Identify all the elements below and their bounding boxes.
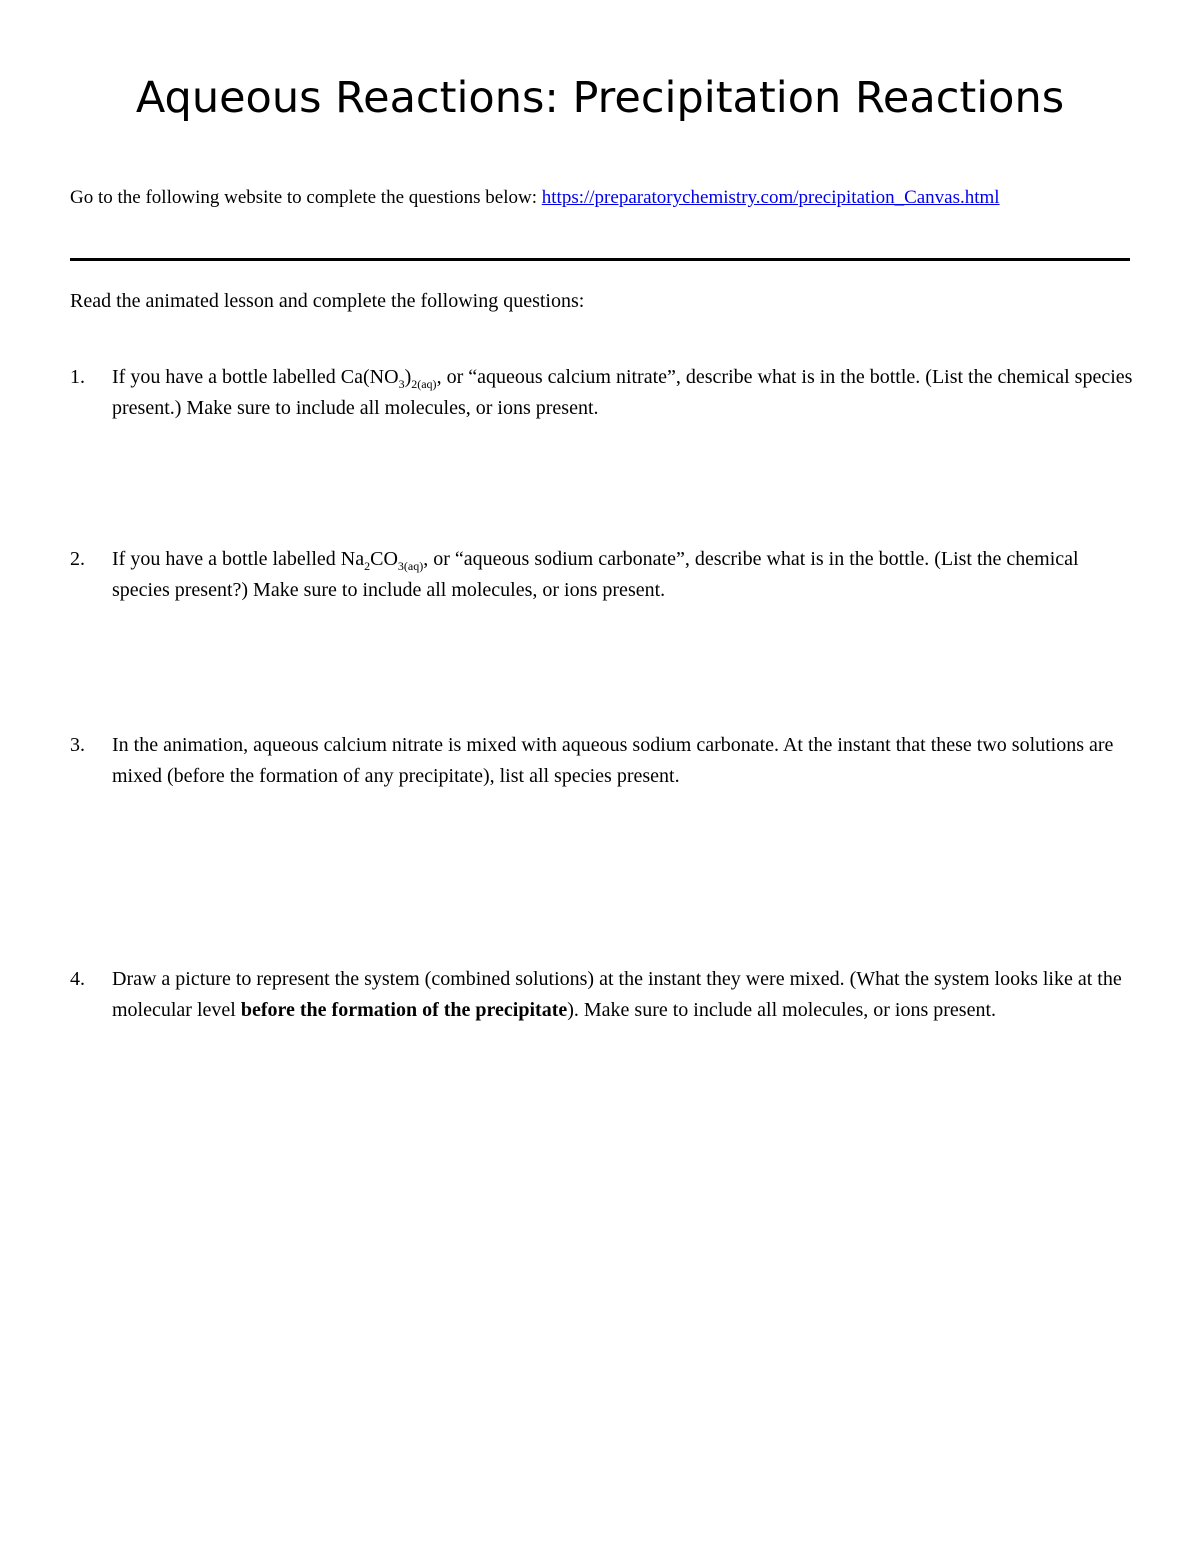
subscript: 2 <box>364 559 371 573</box>
horizontal-divider <box>70 258 1130 261</box>
intro-text: Read the animated lesson and complete the following questions: <box>70 290 585 312</box>
question-text-part: If you have a bottle labelled Na <box>112 548 365 570</box>
instructions-line <box>70 185 1140 211</box>
question-text-part: ). Make sure to include all molecules, or ions present. <box>567 999 997 1021</box>
question-4 <box>70 964 1135 1026</box>
instructions-text: Go to the following website to complete the questions below: <box>70 187 542 208</box>
question-text <box>112 964 1135 1026</box>
question-1 <box>70 362 1135 424</box>
question-number: 3. <box>70 734 85 756</box>
subscript: 3(aq) <box>397 559 424 573</box>
question-3 <box>70 730 1135 792</box>
question-number: 4. <box>70 968 85 990</box>
question-text-part: Draw a picture to represent the system (combined solutions) at the instant they were mixed. (What the system looks like at the molecular level <box>112 968 1122 1021</box>
question-text-part: , or “aqueous sodium carbonate”, describe what is in the bottle. (List the chemical species present?) Make sure to include all molecules, or ions present. <box>112 548 1079 601</box>
question-number: 2. <box>70 548 85 570</box>
question-text-part: If you have a bottle labelled Ca(NO <box>112 366 399 388</box>
question-2 <box>70 544 1135 606</box>
question-text: In the animation, aqueous calcium nitrate is mixed with aqueous sodium carbonate. At the instant that these two solutions are mixed (before the formation of any precipitate), list all species present. <box>112 734 1114 787</box>
question-text-part: CO <box>370 548 398 570</box>
question-text-part: ) <box>404 366 412 388</box>
question-text <box>112 544 1135 606</box>
question-number: 1. <box>70 366 85 388</box>
page-title: Aqueous Reactions: Precipitation Reactions <box>135 73 1065 123</box>
bold-emphasis: before the formation of the precipitate <box>240 999 568 1021</box>
question-text <box>112 362 1135 424</box>
question-text-part: , or “aqueous calcium nitrate”, describe what is in the bottle. (List the chemical species present.) Make sure to include all molecules, or ions present. <box>112 366 1133 419</box>
subscript: 2(aq) <box>411 377 437 391</box>
website-link[interactable]: https://preparatorychemistry.com/precipitation_Canvas.html <box>541 187 1000 208</box>
subscript: 3 <box>398 377 405 391</box>
